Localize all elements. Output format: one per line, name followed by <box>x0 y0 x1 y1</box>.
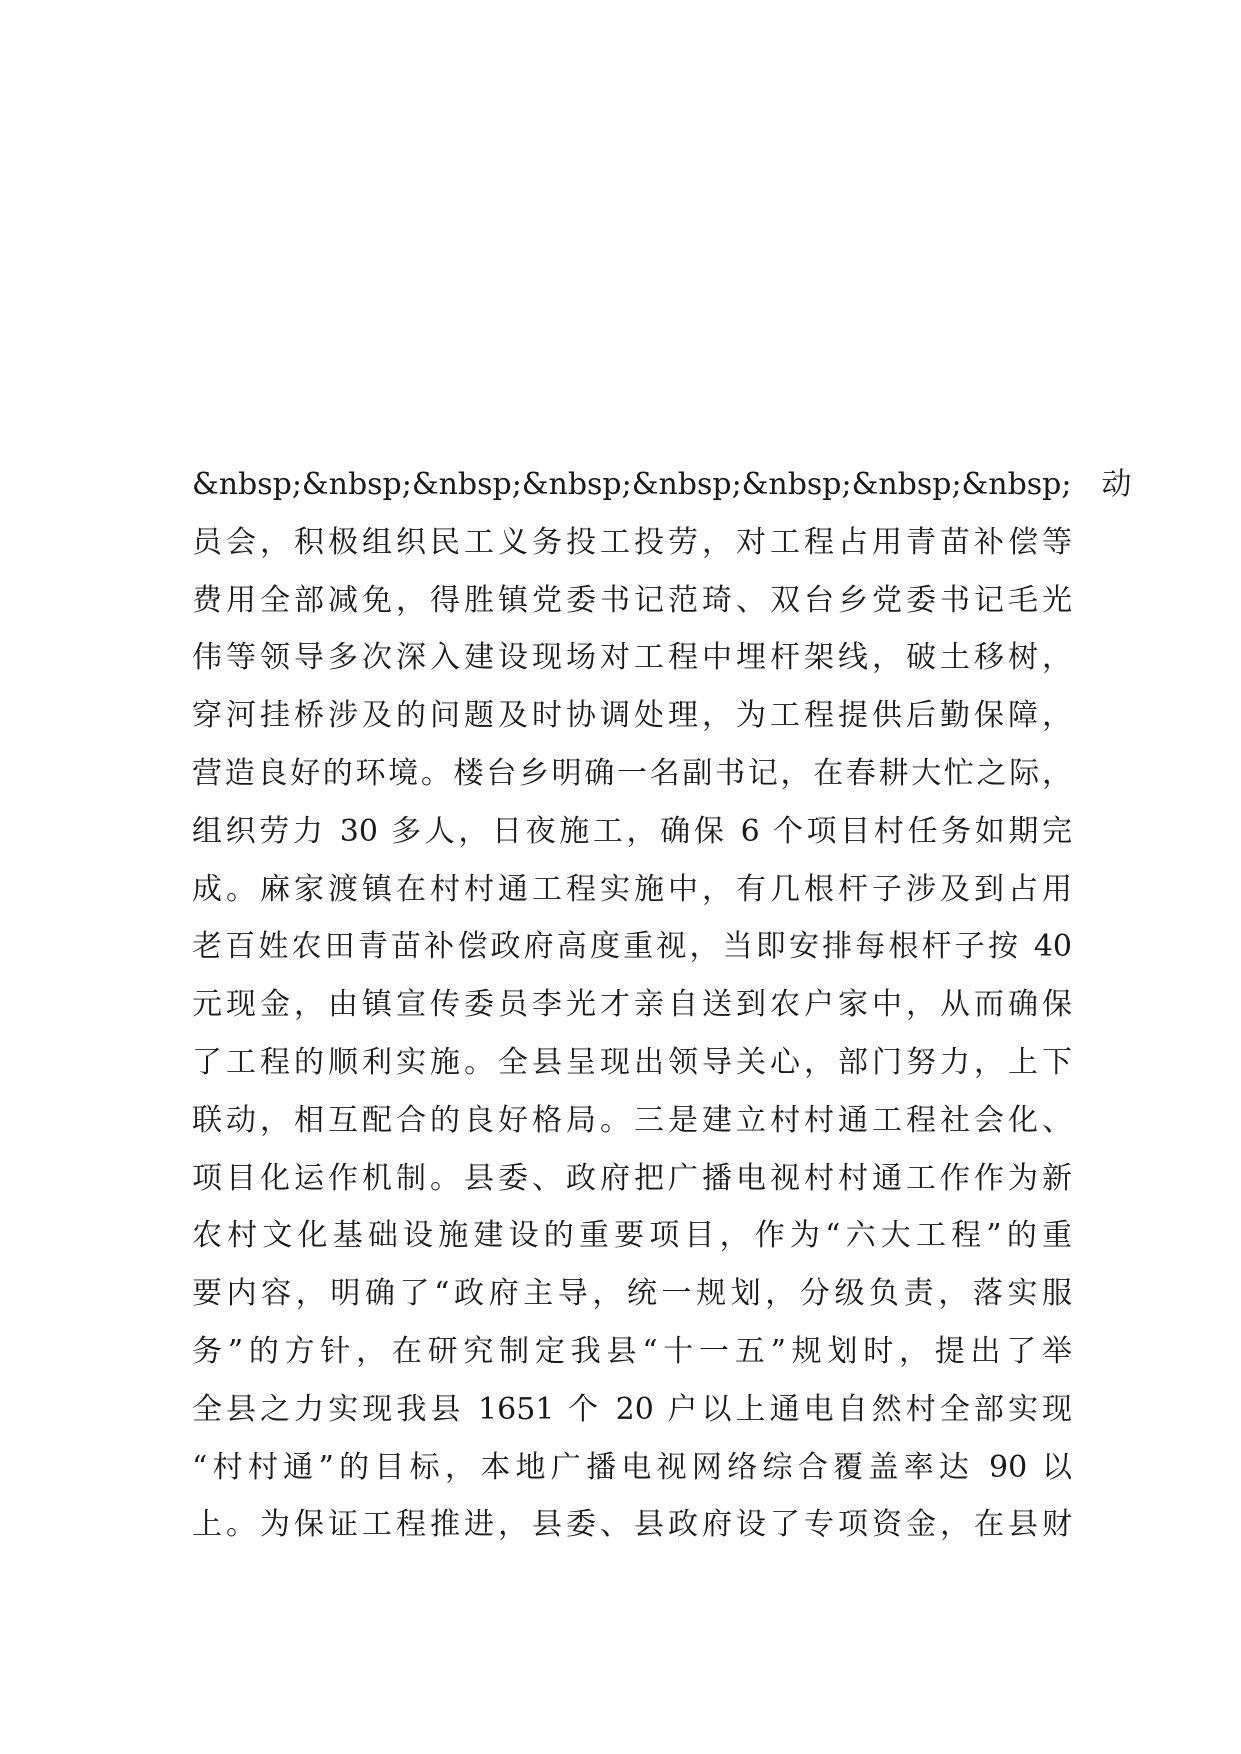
text-line: 联动，相互配合的良好格局。三是建立村村通工程社会化、 <box>192 1102 1072 1138</box>
text-line: 项目化运作机制。县委、政府把广播电视村村通工作作为新 <box>192 1160 1072 1196</box>
text-line: 员会，积极组织民工义务投工投劳，对工程占用青苗补偿等 <box>192 524 1072 560</box>
text-line: 元现金，由镇宣传委员李光才亲自送到农户家中，从而确保 <box>192 987 1072 1023</box>
text-line: 务”的方针，在研究制定我县“十一五”规划时，提出了举 <box>192 1333 1072 1369</box>
body-text <box>192 456 1132 1554</box>
text-line: 组织劳力 30 多人，日夜施工，确保 6 个项目村任务如期完 <box>192 813 1072 849</box>
text-line: 穿河挂桥涉及的问题及时协调处理，为工程提供后勤保障， <box>192 698 1072 734</box>
text-line: 成。麻家渡镇在村村通工程实施中，有几根杆子涉及到占用 <box>192 871 1072 907</box>
text-line: &nbsp;&nbsp;&nbsp;&nbsp;&nbsp;&nbsp;&nbsp;&nbsp; 动 <box>192 467 1132 502</box>
text-line: 了工程的顺利实施。全县呈现出领导关心，部门努力，上下 <box>192 1044 1072 1080</box>
text-line: 费用全部减免，得胜镇党委书记范琦、双台乡党委书记毛光 <box>192 582 1072 618</box>
text-line: 伟等领导多次深入建设现场对工程中埋杆架线，破土移树， <box>192 640 1072 676</box>
text-line: 全县之力实现我县 1651 个 20 户以上通电自然村全部实现 <box>192 1391 1072 1427</box>
text-line: “村村通”的目标，本地广播电视网络综合覆盖率达 90 以 <box>192 1449 1072 1485</box>
text-line: 上。为保证工程推进，县委、县政府设了专项资金，在县财 <box>192 1507 1072 1543</box>
text-line: 农村文化基础设施建设的重要项目，作为“六大工程”的重 <box>192 1218 1072 1254</box>
text-line: 要内容，明确了“政府主导，统一规划，分级负责，落实服 <box>192 1276 1072 1312</box>
text-line: 老百姓农田青苗补偿政府高度重视，当即安排每根杆子按 40 <box>192 929 1072 965</box>
text-line: 营造良好的环境。楼台乡明确一名副书记，在春耕大忙之际， <box>192 755 1072 791</box>
